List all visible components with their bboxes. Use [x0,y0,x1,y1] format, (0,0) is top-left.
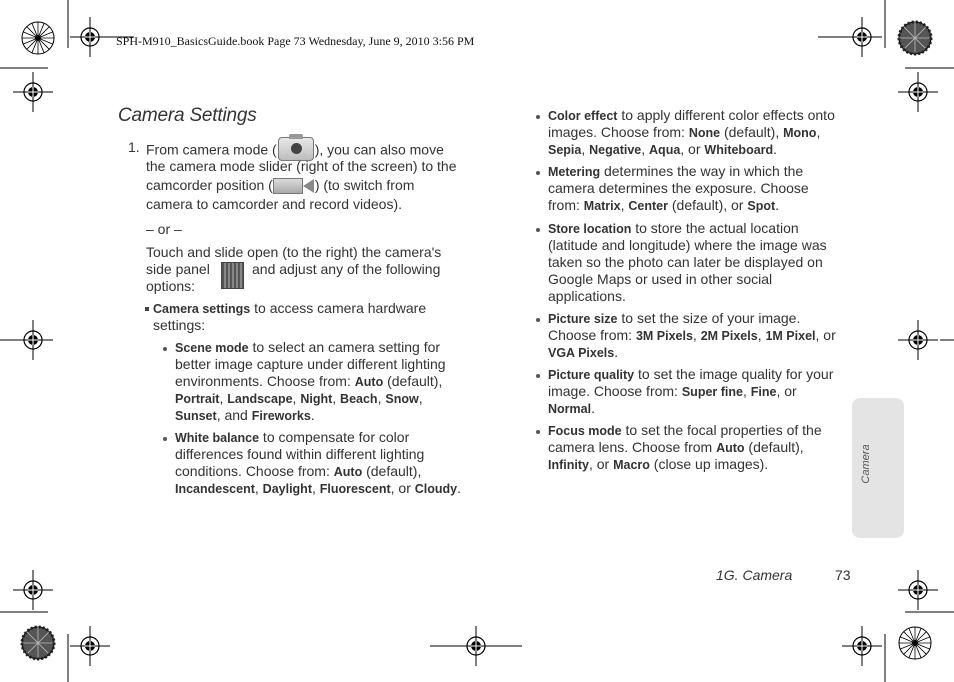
bullet [536,318,540,322]
touch-line-3: options: [146,278,196,294]
focus-mode-item: Focus mode to set the focal properties of the [548,422,822,438]
page-header: SPH-M910_BasicsGuide.book Page 73 Wednesday, June 9, 2010 3:56 PM [116,34,475,48]
scene-mode-line-3: environments. Choose from: Auto (default), [175,373,443,389]
scene-mode-item: Scene mode to select an camera setting for [175,339,441,355]
white-balance-line-3: conditions. Choose from: Auto (default), [175,463,422,479]
scene-mode-line-5: Sunset, and Fireworks. [175,407,315,423]
color-effect-line-3: Sepia, Negative, Aqua, or Whiteboard. [548,141,778,157]
store-location-line-5: applications. [548,288,626,304]
bullet [536,171,540,175]
bullet [163,347,167,351]
step-line-3: camcorder position ( ) (to switch from [146,177,415,193]
step-line-1: From camera mode ( ), you can also move [146,139,444,163]
bullet [536,228,540,232]
page-number: 73 [835,567,851,583]
step-line-4: camera to camcorder and record videos). [146,196,402,212]
picture-quality-line-2: image. Choose from: Super fine, Fine, or [548,383,797,399]
white-balance-line-2: differences found within different lighting [175,446,425,462]
focus-mode-line-2: camera lens. Choose from Auto (default), [548,439,804,455]
picture-quality-line-3: Normal. [548,400,595,416]
bullet [536,430,540,434]
camcorder-slider-icon [273,177,315,193]
white-balance-line-4: Incandescent, Daylight, Fluorescent, or Cloudy. [175,480,461,496]
metering-line-2: camera determines the exposure. Choose [548,180,809,196]
store-location-line-4: Google Maps or used in other social [548,271,773,287]
step-number: 1. [128,139,140,155]
square-bullet [145,307,149,311]
picture-size-line-2: Choose from: 3M Pixels, 2M Pixels, 1M Pixel, or [548,327,836,343]
footer-section: 1G. Camera [716,567,793,583]
metering-line-3: from: Matrix, Center (default), or Spot. [548,197,780,213]
side-panel-icon [221,262,244,289]
touch-line-2: side panel [146,261,210,277]
bullet [163,437,167,441]
picture-quality-item: Picture quality to set the image quality for your [548,366,834,382]
store-location-item: Store location to store the actual location [548,220,799,236]
scene-mode-line-2: better image capture under different lighting [175,356,446,372]
camera-settings-item: Camera settings to access camera hardware [153,300,427,316]
picture-size-item: Picture size to set the size of your image. [548,310,801,326]
or-separator: – or – [146,221,182,237]
picture-size-line-3: VGA Pixels. [548,344,619,360]
focus-mode-line-3: Infinity, or Macro (close up images). [548,456,769,472]
bullet [536,115,540,119]
touch-line-2b: and adjust any of the following [252,261,441,277]
metering-item: Metering determines the way in which the [548,163,804,179]
color-effect-item: Color effect to apply different color effects onto [548,107,835,123]
color-effect-line-2: images. Choose from: None (default), Mono, [548,124,821,140]
section-title: Camera Settings [118,105,257,126]
bullet [536,374,540,378]
store-location-line-2: (latitude and longitude) where the image was [548,237,827,253]
white-balance-item: White balance to compensate for color [175,429,410,445]
store-location-line-3: taken so the photo can later be displayed on [548,254,823,270]
camera-settings-line-2: settings: [153,317,206,333]
side-tab-label: Camera [860,444,872,484]
touch-line-1: Touch and slide open (to the right) the camera's [146,244,442,260]
scene-mode-line-4: Portrait, Landscape, Night, Beach, Snow, [175,390,423,406]
step-line-2: the camera mode slider (right of the screen) to the [146,158,457,174]
